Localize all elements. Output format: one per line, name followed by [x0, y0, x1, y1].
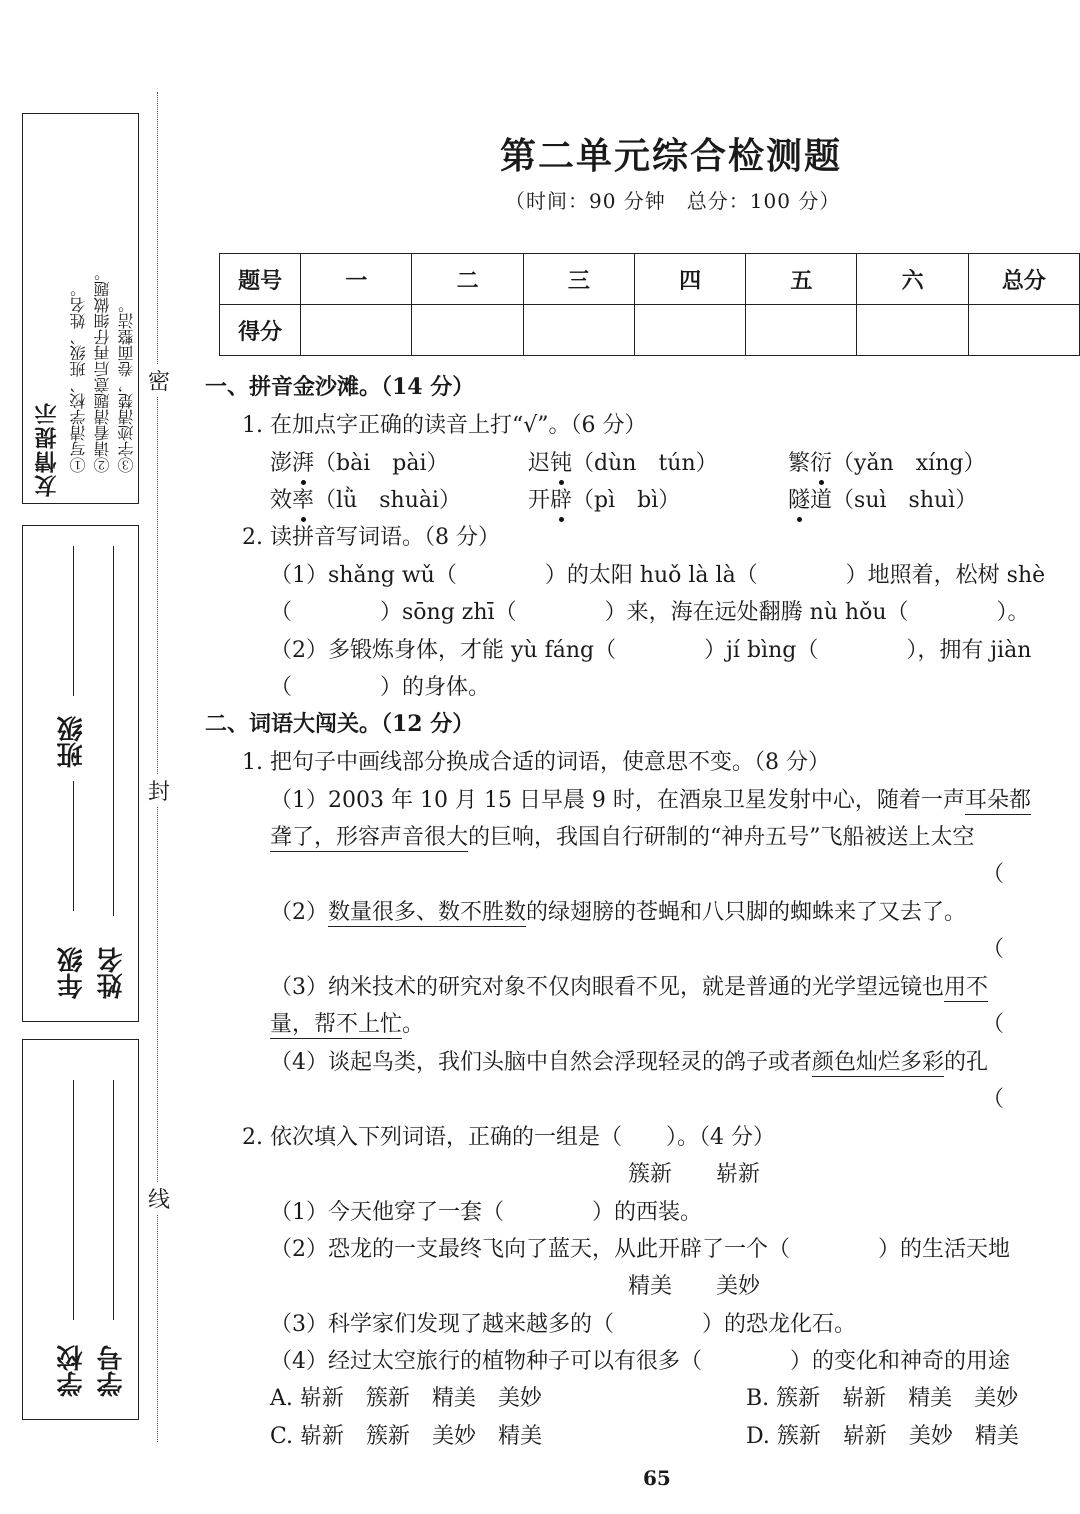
q1-item-pinyin[interactable]: （dùn tún）	[572, 451, 718, 476]
answer-paren-3[interactable]: （	[982, 1012, 1005, 1037]
q2-line-1[interactable]: （1）shǎng wǔ（ ）的太阳 huǒ là là（ ）地照着，松树 shè	[270, 563, 1046, 588]
score-cell[interactable]	[857, 305, 968, 356]
section2-q2: 2. 依次填入下列词语，正确的一组是（ ）。（4 分）	[242, 1125, 775, 1150]
q2-sentence-4[interactable]: （4）经过太空旅行的植物种子可以有很多（ ）的变化和神奇的用途	[270, 1349, 1010, 1374]
page-subtitle: （时间：90 分钟 总分：100 分）	[505, 189, 841, 213]
score-cell[interactable]	[634, 305, 745, 356]
q1-item-pinyin[interactable]: （yǎn xíng）	[832, 451, 986, 476]
name-line[interactable]	[113, 546, 114, 916]
class-label: 班级	[57, 716, 87, 768]
seal-line	[157, 92, 158, 1442]
q2-line-3[interactable]: （2）多锻炼身体，才能 yù fáng（ ）jí bìng（ ），拥有 jiàn	[270, 638, 1032, 663]
score-cell[interactable]	[968, 305, 1079, 356]
sentence-text: （1）2003 年 10 月 15 日早晨 9 时，在酒泉卫星发射中心，随着一声	[270, 788, 965, 813]
table-cell: 得分	[220, 305, 301, 356]
q1-item-1	[270, 446, 449, 477]
q1-item-pinyin[interactable]: （pì bì）	[572, 488, 681, 513]
table-cell: 一	[301, 254, 412, 305]
answer-paren-4[interactable]: （	[982, 1087, 1005, 1112]
sentence-text: 的绿翅膀的苍蝇和八只脚的蜘蛛来了又去了。	[526, 900, 967, 925]
q1-item-4	[270, 483, 461, 514]
school-box	[22, 1039, 139, 1420]
s2-q1-sentence-1a	[270, 783, 1031, 814]
q1-item-dotted-char: 辟	[550, 488, 573, 513]
grade-class-box	[22, 525, 139, 1022]
table-cell: 五	[746, 254, 857, 305]
page-number: 65	[643, 1466, 671, 1490]
s2-q1-sentence-1b	[270, 820, 975, 851]
section2-q1: 1. 把句子中画线部分换成合适的词语，使意思不变。（8 分）	[242, 750, 830, 775]
score-cell[interactable]	[412, 305, 523, 356]
q1-item-pinyin[interactable]: （lǜ shuài）	[314, 488, 462, 513]
s2-q1-sentence-4	[270, 1045, 988, 1076]
s2-q1-sentence-3a	[270, 970, 988, 1001]
grade-line[interactable]	[73, 781, 74, 911]
grade-label: 年级	[57, 947, 87, 999]
tip-3: ③字迹清楚，卷面整洁。	[117, 297, 136, 473]
sentence-text: 的孔	[944, 1050, 989, 1075]
table-cell: 二	[412, 254, 523, 305]
sentence-text: 的巨响，我国自行研制的“神舟五号”飞船被送上太空	[468, 825, 975, 850]
underlined-phrase: 聋了，形容声音很大	[270, 825, 469, 850]
name-label: 姓名	[97, 947, 127, 999]
sentence-text: （2）	[270, 900, 328, 925]
q2-sentence-1[interactable]: （1）今天他穿了一套（ ）的西装。	[270, 1200, 702, 1225]
seal-char-mi: 密	[148, 365, 170, 396]
school-line[interactable]	[73, 1080, 74, 1320]
option-b[interactable]: B. 簇新 崭新 精美 美妙	[746, 1386, 1019, 1411]
sentence-text: （3）纳米技术的研究对象不仅肉眼看不见，就是普通的光学望远镜也	[270, 975, 944, 1000]
class-line[interactable]	[73, 546, 74, 696]
option-d[interactable]: D. 簇新 崭新 美妙 精美	[746, 1424, 1019, 1449]
table-cell: 题号	[220, 254, 301, 305]
score-cell[interactable]	[746, 305, 857, 356]
q1-item-dotted-char: 率	[292, 488, 315, 513]
q2-line-2[interactable]: （ ）sōng zhī（ ）来，海在远处翻腾 nù hǒu（ ）。	[270, 600, 1030, 625]
q1-item-dotted-char: 湃	[292, 451, 315, 476]
answer-paren-2[interactable]: （	[982, 937, 1005, 962]
score-cell[interactable]	[301, 305, 412, 356]
word-pair-1: 簇新 崭新	[628, 1162, 761, 1187]
section1-q1: 1. 在加点字正确的读音上打“√”。（6 分）	[242, 413, 647, 438]
student-no-label: 学号	[97, 1345, 127, 1397]
table-cell: 三	[523, 254, 634, 305]
score-table-score-row	[220, 305, 1080, 356]
q1-item-char: 繁	[788, 451, 811, 476]
answer-paren-1[interactable]: （	[982, 862, 1005, 887]
q1-item-char: 迟	[528, 451, 551, 476]
tips-title: 友情提示	[34, 401, 60, 497]
school-label: 学校	[57, 1345, 87, 1397]
q1-item-3	[788, 446, 985, 477]
section1-q2: 2. 读拼音写词语。（8 分）	[242, 525, 500, 550]
section2-title: 二、词语大闯关。（12 分）	[205, 711, 475, 737]
q1-item-char: 效	[270, 488, 293, 513]
underlined-phrase: 量，帮不上忙	[270, 1012, 403, 1037]
table-cell: 四	[634, 254, 745, 305]
score-table-header-row	[220, 254, 1080, 305]
option-a[interactable]: A. 崭新 簇新 精美 美妙	[270, 1386, 542, 1411]
q1-item-char: 道	[810, 488, 833, 513]
tip-1: ①写清学校、班级、姓名。	[69, 281, 88, 473]
sentence-text: （4）谈起鸟类，我们头脑中自然会浮现轻灵的鸽子或者	[270, 1050, 812, 1075]
seal-char-xian: 线	[148, 1183, 170, 1214]
q1-item-pinyin[interactable]: （bài pài）	[314, 451, 449, 476]
section1-title: 一、拼音金沙滩。（14 分）	[205, 374, 475, 400]
word-pair-2: 精美 美妙	[628, 1274, 761, 1299]
page-title: 第二单元综合检测题	[500, 135, 843, 177]
q1-item-6	[788, 483, 977, 514]
seal-char-feng: 封	[148, 775, 170, 806]
underlined-phrase: 耳朵都	[964, 788, 1031, 813]
score-table	[219, 253, 1080, 356]
q2-line-4[interactable]: （ ）的身体。	[270, 675, 491, 700]
q1-item-dotted-char: 隧	[788, 488, 811, 513]
tips-box	[22, 113, 139, 504]
s2-q1-sentence-2	[270, 895, 966, 926]
underlined-phrase: 数量很多、数不胜数	[328, 900, 527, 925]
table-cell: 六	[857, 254, 968, 305]
sentence-text: 。	[402, 1012, 425, 1037]
q2-sentence-3[interactable]: （3）科学家们发现了越来越多的（ ）的恐龙化石。	[270, 1312, 856, 1337]
tip-2: ②请看清题意后再仔细做题。	[93, 265, 112, 473]
q1-item-char: 开	[528, 488, 551, 513]
q2-sentence-2[interactable]: （2）恐龙的一支最终飞向了蓝天，从此开辟了一个（ ）的生活天地	[270, 1237, 1010, 1262]
student-no-line[interactable]	[113, 1080, 114, 1320]
q1-item-char: 澎	[270, 451, 293, 476]
option-c[interactable]: C. 崭新 簇新 美妙 精美	[270, 1424, 543, 1449]
underlined-phrase: 颜色灿烂多彩	[812, 1050, 945, 1075]
q1-item-5	[528, 483, 680, 514]
q1-item-pinyin[interactable]: （suì shuì）	[832, 488, 978, 513]
score-cell[interactable]	[523, 305, 634, 356]
q1-item-2	[528, 446, 718, 477]
q1-item-dotted-char: 衍	[810, 451, 833, 476]
s2-q1-sentence-3b	[270, 1007, 424, 1038]
table-cell: 总分	[968, 254, 1079, 305]
q1-item-dotted-char: 钝	[550, 451, 573, 476]
underlined-phrase: 用不	[944, 975, 989, 1000]
